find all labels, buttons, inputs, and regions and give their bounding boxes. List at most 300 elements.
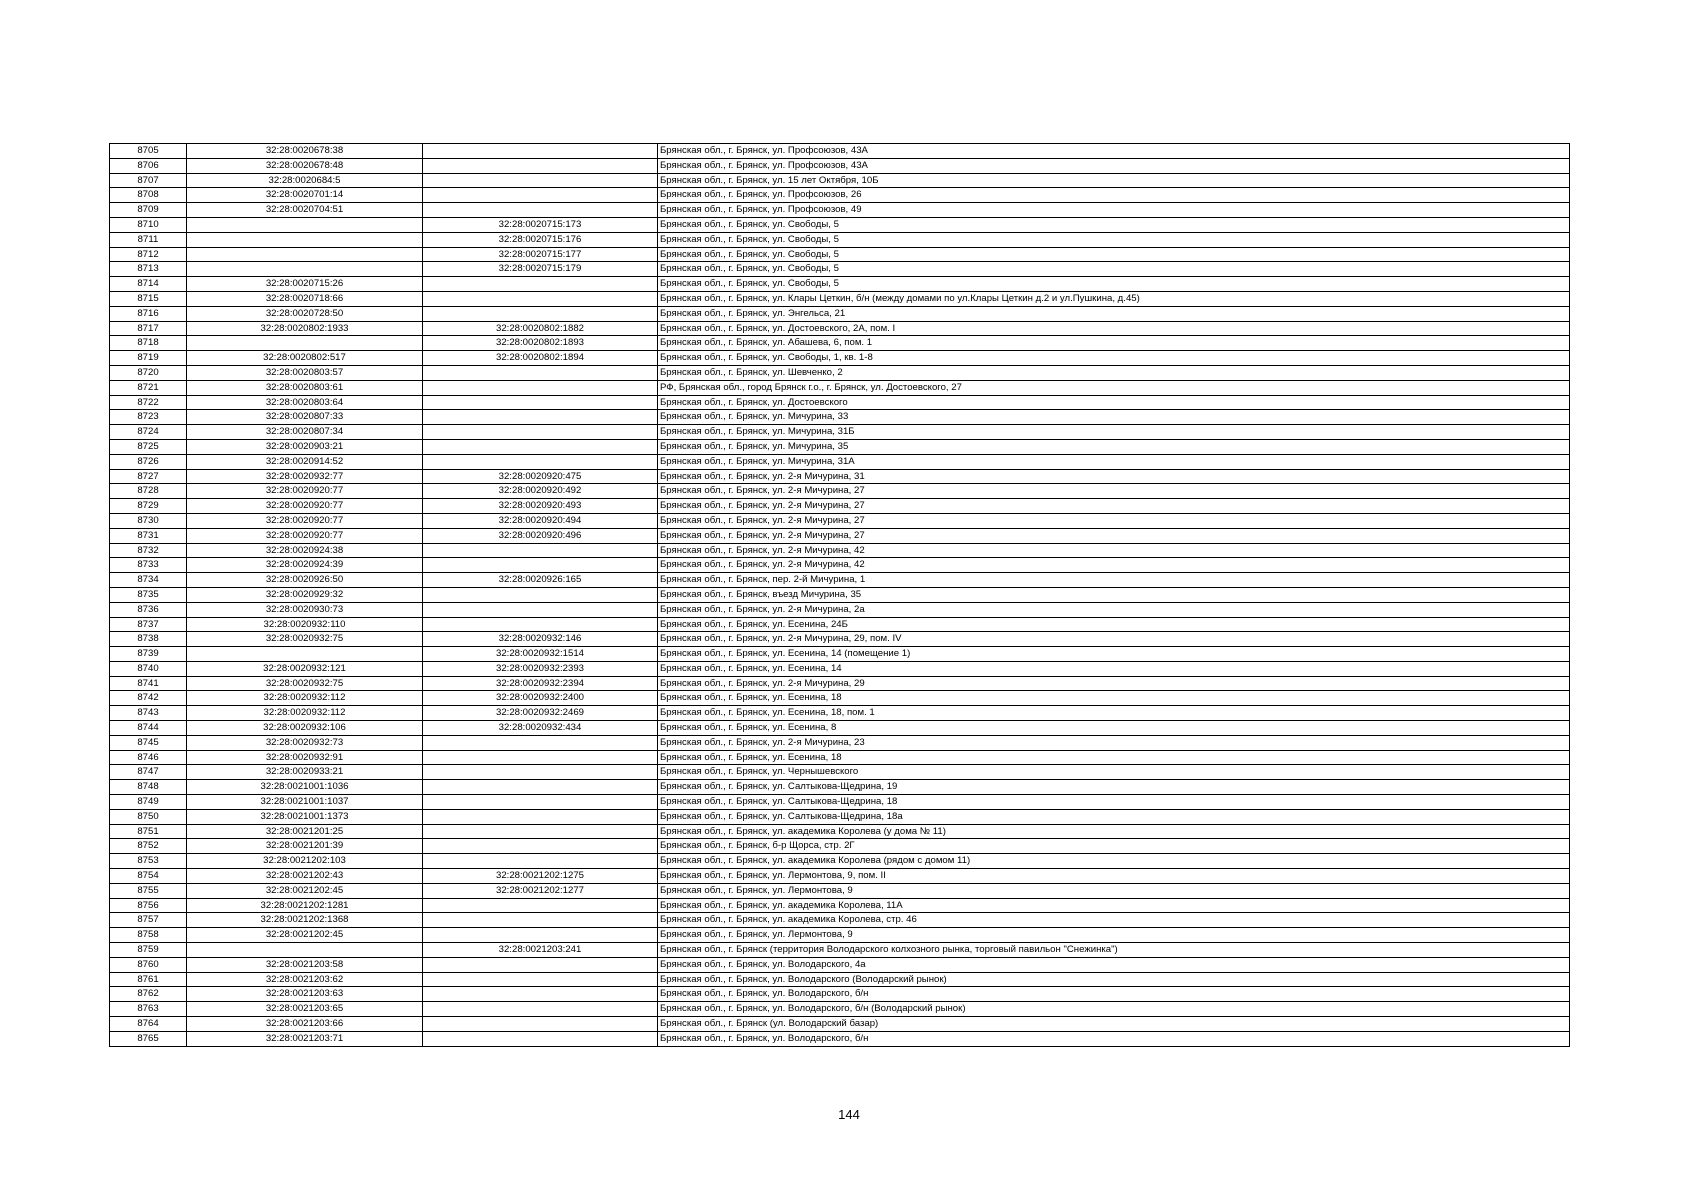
table-row	[110, 750, 1570, 765]
cadastral-number-cell	[187, 336, 423, 351]
object-cadastral-number-cell: 32:28:0020932:2469	[423, 706, 658, 721]
row-number-cell: 8715	[110, 291, 187, 306]
address-cell: Брянская обл., г. Брянск, ул. 15 лет Октября, 10Б	[658, 173, 1570, 188]
object-cadastral-number-cell	[423, 750, 658, 765]
cadastral-number-cell: 32:28:0021202:1368	[187, 913, 423, 928]
table-row	[110, 217, 1570, 232]
address-cell: Брянская обл., г. Брянск, ул. Мичурина, 33	[658, 410, 1570, 425]
table-row	[110, 247, 1570, 262]
row-number-cell: 8727	[110, 469, 187, 484]
cadastral-number-cell: 32:28:0020715:26	[187, 277, 423, 292]
table-row	[110, 987, 1570, 1002]
table-row	[110, 351, 1570, 366]
object-cadastral-number-cell	[423, 913, 658, 928]
cadastral-number-cell: 32:28:0020932:121	[187, 661, 423, 676]
address-cell: Брянская обл., г. Брянск, ул. 2-я Мичурина, 42	[658, 543, 1570, 558]
row-number-cell: 8731	[110, 528, 187, 543]
address-cell: Брянская обл., г. Брянск, ул. 2-я Мичурина, 29	[658, 676, 1570, 691]
row-number-cell: 8709	[110, 203, 187, 218]
address-cell: Брянская обл., г. Брянск, ул. 2-я Мичурина, 42	[658, 558, 1570, 573]
address-cell: Брянская обл., г. Брянск, ул. Володарского, 4а	[658, 957, 1570, 972]
table-row	[110, 883, 1570, 898]
cadastral-number-cell: 32:28:0021202:45	[187, 928, 423, 943]
row-number-cell: 8743	[110, 706, 187, 721]
address-cell: Брянская обл., г. Брянск, ул. Достоевского, 2А, пом. I	[658, 321, 1570, 336]
address-cell: Брянская обл., г. Брянск (ул. Володарский базар)	[658, 1017, 1570, 1032]
cadastral-number-cell: 32:28:0020807:34	[187, 425, 423, 440]
row-number-cell: 8733	[110, 558, 187, 573]
table-row	[110, 484, 1570, 499]
row-number-cell: 8708	[110, 188, 187, 203]
row-number-cell: 8759	[110, 943, 187, 958]
object-cadastral-number-cell	[423, 854, 658, 869]
table-row	[110, 795, 1570, 810]
row-number-cell: 8749	[110, 795, 187, 810]
address-cell: Брянская обл., г. Брянск, ул. Лермонтова, 9	[658, 928, 1570, 943]
table-row	[110, 144, 1570, 159]
object-cadastral-number-cell	[423, 987, 658, 1002]
address-cell: Брянская обл., г. Брянск, ул. академика Королева, стр. 46	[658, 913, 1570, 928]
object-cadastral-number-cell	[423, 425, 658, 440]
address-cell: Брянская обл., г. Брянск, ул. Профсоюзов, 26	[658, 188, 1570, 203]
address-cell: Брянская обл., г. Брянск, ул. Есенина, 8	[658, 721, 1570, 736]
row-number-cell: 8744	[110, 721, 187, 736]
table-row	[110, 558, 1570, 573]
address-cell: Брянская обл., г. Брянск, ул. Свободы, 1, кв. 1-8	[658, 351, 1570, 366]
cadastral-number-cell: 32:28:0021203:65	[187, 1002, 423, 1017]
row-number-cell: 8729	[110, 499, 187, 514]
object-cadastral-number-cell	[423, 602, 658, 617]
cadastral-number-cell	[187, 943, 423, 958]
cadastral-number-cell: 32:28:0021203:58	[187, 957, 423, 972]
row-number-cell: 8737	[110, 617, 187, 632]
object-cadastral-number-cell	[423, 1017, 658, 1032]
address-cell: Брянская обл., г. Брянск (территория Володарского колхозного рынка, торговый павильон "Снежинка")	[658, 943, 1570, 958]
row-number-cell: 8717	[110, 321, 187, 336]
row-number-cell: 8750	[110, 809, 187, 824]
address-cell: Брянская обл., г. Брянск, ул. Свободы, 5	[658, 277, 1570, 292]
address-cell: Брянская обл., г. Брянск, ул. академика Королева (у дома № 11)	[658, 824, 1570, 839]
cadastral-number-cell: 32:28:0020678:48	[187, 158, 423, 173]
object-cadastral-number-cell	[423, 1031, 658, 1046]
address-cell: Брянская обл., г. Брянск, ул. Профсоюзов, 43А	[658, 158, 1570, 173]
object-cadastral-number-cell: 32:28:0021203:241	[423, 943, 658, 958]
table-row	[110, 1017, 1570, 1032]
cadastral-number-cell: 32:28:0021201:39	[187, 839, 423, 854]
object-cadastral-number-cell: 32:28:0020715:173	[423, 217, 658, 232]
cadastral-number-cell: 32:28:0020932:73	[187, 735, 423, 750]
cadastral-number-cell	[187, 247, 423, 262]
table-row	[110, 291, 1570, 306]
cadastral-number-cell: 32:28:0020803:57	[187, 365, 423, 380]
cadastral-number-cell: 32:28:0020802:1933	[187, 321, 423, 336]
table-row	[110, 617, 1570, 632]
cadastral-number-cell: 32:28:0020932:77	[187, 469, 423, 484]
address-cell: Брянская обл., г. Брянск, ул. Свободы, 5	[658, 247, 1570, 262]
address-cell: Брянская обл., г. Брянск, ул. Профсоюзов, 49	[658, 203, 1570, 218]
table-row	[110, 158, 1570, 173]
table-row	[110, 928, 1570, 943]
table-row	[110, 188, 1570, 203]
cadastral-number-cell: 32:28:0020903:21	[187, 439, 423, 454]
cadastral-number-cell	[187, 232, 423, 247]
object-cadastral-number-cell	[423, 957, 658, 972]
cadastral-number-cell: 32:28:0020807:33	[187, 410, 423, 425]
row-number-cell: 8745	[110, 735, 187, 750]
cadastral-number-cell: 32:28:0020920:77	[187, 513, 423, 528]
address-cell: Брянская обл., г. Брянск, ул. Есенина, 24Б	[658, 617, 1570, 632]
address-cell: Брянская обл., г. Брянск, ул. Шевченко, 2	[658, 365, 1570, 380]
address-cell: Брянская обл., г. Брянск, въезд Мичурина, 35	[658, 587, 1570, 602]
cadastral-number-cell: 32:28:0020802:517	[187, 351, 423, 366]
cadastral-number-cell: 32:28:0020704:51	[187, 203, 423, 218]
object-cadastral-number-cell: 32:28:0020932:2400	[423, 691, 658, 706]
row-number-cell: 8756	[110, 898, 187, 913]
row-number-cell: 8722	[110, 395, 187, 410]
object-cadastral-number-cell	[423, 173, 658, 188]
cadastral-number-cell: 32:28:0020929:32	[187, 587, 423, 602]
object-cadastral-number-cell	[423, 203, 658, 218]
table-row	[110, 839, 1570, 854]
row-number-cell: 8762	[110, 987, 187, 1002]
object-cadastral-number-cell	[423, 617, 658, 632]
row-number-cell: 8757	[110, 913, 187, 928]
address-cell: Брянская обл., г. Брянск, ул. Есенина, 18	[658, 691, 1570, 706]
object-cadastral-number-cell	[423, 306, 658, 321]
table-row	[110, 587, 1570, 602]
address-cell: Брянская обл., г. Брянск, ул. Свободы, 5	[658, 232, 1570, 247]
address-cell: Брянская обл., г. Брянск, ул. академика Королева (рядом с домом 11)	[658, 854, 1570, 869]
address-cell: Брянская обл., г. Брянск, ул. Абашева, 6, пом. 1	[658, 336, 1570, 351]
object-cadastral-number-cell: 32:28:0020920:496	[423, 528, 658, 543]
row-number-cell: 8763	[110, 1002, 187, 1017]
object-cadastral-number-cell	[423, 780, 658, 795]
object-cadastral-number-cell: 32:28:0020920:494	[423, 513, 658, 528]
object-cadastral-number-cell	[423, 291, 658, 306]
table-row	[110, 735, 1570, 750]
cadastral-number-cell: 32:28:0021001:1373	[187, 809, 423, 824]
row-number-cell: 8712	[110, 247, 187, 262]
address-cell: Брянская обл., г. Брянск, ул. Мичурина, 31А	[658, 454, 1570, 469]
address-cell: Брянская обл., г. Брянск, ул. Есенина, 14 (помещение 1)	[658, 647, 1570, 662]
row-number-cell: 8723	[110, 410, 187, 425]
table-row	[110, 321, 1570, 336]
object-cadastral-number-cell	[423, 839, 658, 854]
object-cadastral-number-cell: 32:28:0020932:146	[423, 632, 658, 647]
table-row	[110, 410, 1570, 425]
cadastral-number-cell: 32:28:0020926:50	[187, 573, 423, 588]
table-row	[110, 306, 1570, 321]
row-number-cell: 8764	[110, 1017, 187, 1032]
row-number-cell: 8714	[110, 277, 187, 292]
cadastral-number-cell: 32:28:0021202:43	[187, 869, 423, 884]
cadastral-number-cell: 32:28:0020932:106	[187, 721, 423, 736]
cadastral-number-cell: 32:28:0020701:14	[187, 188, 423, 203]
row-number-cell: 8753	[110, 854, 187, 869]
row-number-cell: 8758	[110, 928, 187, 943]
table-row	[110, 632, 1570, 647]
table-row	[110, 573, 1570, 588]
object-cadastral-number-cell: 32:28:0020802:1882	[423, 321, 658, 336]
object-cadastral-number-cell	[423, 587, 658, 602]
cadastral-number-cell: 32:28:0020932:110	[187, 617, 423, 632]
object-cadastral-number-cell: 32:28:0020715:179	[423, 262, 658, 277]
cadastral-number-cell: 32:28:0021203:62	[187, 972, 423, 987]
row-number-cell: 8748	[110, 780, 187, 795]
row-number-cell: 8742	[110, 691, 187, 706]
address-cell: Брянская обл., г. Брянск, ул. 2-я Мичурина, 27	[658, 513, 1570, 528]
table-row	[110, 824, 1570, 839]
table-row	[110, 676, 1570, 691]
table-row	[110, 365, 1570, 380]
row-number-cell: 8719	[110, 351, 187, 366]
row-number-cell: 8725	[110, 439, 187, 454]
cadastral-number-cell: 32:28:0021203:63	[187, 987, 423, 1002]
cadastral-number-cell: 32:28:0020924:39	[187, 558, 423, 573]
address-cell: Брянская обл., г. Брянск, ул. Володарского, б/н	[658, 1031, 1570, 1046]
table-row	[110, 262, 1570, 277]
row-number-cell: 8732	[110, 543, 187, 558]
table-row	[110, 898, 1570, 913]
object-cadastral-number-cell: 32:28:0020715:177	[423, 247, 658, 262]
object-cadastral-number-cell: 32:28:0021202:1277	[423, 883, 658, 898]
address-cell: Брянская обл., г. Брянск, ул. Лермонтова, 9, пом. II	[658, 869, 1570, 884]
address-cell: Брянская обл., г. Брянск, ул. 2-я Мичурина, 23	[658, 735, 1570, 750]
row-number-cell: 8735	[110, 587, 187, 602]
table-row	[110, 809, 1570, 824]
address-cell: Брянская обл., г. Брянск, ул. 2-я Мичурина, 27	[658, 484, 1570, 499]
cadastral-number-cell: 32:28:0020920:77	[187, 528, 423, 543]
row-number-cell: 8738	[110, 632, 187, 647]
address-cell: Брянская обл., г. Брянск, ул. Достоевского	[658, 395, 1570, 410]
address-cell: Брянская обл., г. Брянск, ул. Мичурина, 35	[658, 439, 1570, 454]
object-cadastral-number-cell	[423, 824, 658, 839]
cadastral-number-cell: 32:28:0020914:52	[187, 454, 423, 469]
cadastral-number-cell: 32:28:0020803:64	[187, 395, 423, 410]
row-number-cell: 8734	[110, 573, 187, 588]
row-number-cell: 8741	[110, 676, 187, 691]
address-cell: Брянская обл., г. Брянск, ул. 2-я Мичурина, 29, пом. IV	[658, 632, 1570, 647]
address-cell: Брянская обл., г. Брянск, ул. Энгельса, 21	[658, 306, 1570, 321]
address-cell: Брянская обл., г. Брянск, ул. Есенина, 18	[658, 750, 1570, 765]
table-row	[110, 780, 1570, 795]
table-row	[110, 469, 1570, 484]
table-row	[110, 602, 1570, 617]
cadastral-number-cell: 32:28:0020803:61	[187, 380, 423, 395]
object-cadastral-number-cell: 32:28:0021202:1275	[423, 869, 658, 884]
address-cell: Брянская обл., г. Брянск, ул. Профсоюзов, 43А	[658, 144, 1570, 159]
cadastral-number-cell	[187, 262, 423, 277]
object-cadastral-number-cell: 32:28:0020932:2393	[423, 661, 658, 676]
table-row	[110, 425, 1570, 440]
object-cadastral-number-cell	[423, 765, 658, 780]
object-cadastral-number-cell	[423, 558, 658, 573]
cadastral-number-cell: 32:28:0020924:38	[187, 543, 423, 558]
cadastral-number-cell: 32:28:0021201:25	[187, 824, 423, 839]
object-cadastral-number-cell	[423, 898, 658, 913]
row-number-cell: 8710	[110, 217, 187, 232]
row-number-cell: 8724	[110, 425, 187, 440]
object-cadastral-number-cell: 32:28:0020926:165	[423, 573, 658, 588]
object-cadastral-number-cell	[423, 795, 658, 810]
address-cell: Брянская обл., г. Брянск, ул. Есенина, 14	[658, 661, 1570, 676]
cadastral-number-cell: 32:28:0021202:103	[187, 854, 423, 869]
address-cell: Брянская обл., г. Брянск, ул. Свободы, 5	[658, 262, 1570, 277]
table-row	[110, 499, 1570, 514]
row-number-cell: 8705	[110, 144, 187, 159]
address-cell: Брянская обл., г. Брянск, ул. 2-я Мичурина, 27	[658, 499, 1570, 514]
table-row	[110, 173, 1570, 188]
object-cadastral-number-cell: 32:28:0020802:1893	[423, 336, 658, 351]
table-row	[110, 869, 1570, 884]
table-row	[110, 439, 1570, 454]
cadastral-number-cell: 32:28:0020932:75	[187, 632, 423, 647]
address-cell: Брянская обл., г. Брянск, ул. Володарского (Володарский рынок)	[658, 972, 1570, 987]
address-cell: Брянская обл., г. Брянск, ул. Клары Цеткин, б/н (между домами по ул.Клары Цеткин д.2 и ул.Пушкина, д.45)	[658, 291, 1570, 306]
table-row	[110, 1031, 1570, 1046]
table-row	[110, 972, 1570, 987]
object-cadastral-number-cell: 32:28:0020715:176	[423, 232, 658, 247]
object-cadastral-number-cell	[423, 188, 658, 203]
address-cell: Брянская обл., г. Брянск, ул. 2-я Мичурина, 31	[658, 469, 1570, 484]
cadastral-number-cell: 32:28:0020684:5	[187, 173, 423, 188]
row-number-cell: 8706	[110, 158, 187, 173]
cadastral-number-cell: 32:28:0020728:50	[187, 306, 423, 321]
object-cadastral-number-cell	[423, 395, 658, 410]
object-cadastral-number-cell	[423, 1002, 658, 1017]
address-cell: Брянская обл., г. Брянск, ул. 2-я Мичурина, 27	[658, 528, 1570, 543]
address-cell: Брянская обл., г. Брянск, ул. Лермонтова, 9	[658, 883, 1570, 898]
object-cadastral-number-cell: 32:28:0020920:492	[423, 484, 658, 499]
table-row	[110, 336, 1570, 351]
row-number-cell: 8707	[110, 173, 187, 188]
table-row	[110, 277, 1570, 292]
address-cell: Брянская обл., г. Брянск, ул. Володарского, б/н (Володарский рынок)	[658, 1002, 1570, 1017]
cadastral-number-cell: 32:28:0020930:73	[187, 602, 423, 617]
row-number-cell: 8713	[110, 262, 187, 277]
address-cell: Брянская обл., г. Брянск, ул. академика Королева, 11А	[658, 898, 1570, 913]
table-row	[110, 647, 1570, 662]
cadastral-number-cell	[187, 217, 423, 232]
object-cadastral-number-cell	[423, 144, 658, 159]
row-number-cell: 8739	[110, 647, 187, 662]
table-row	[110, 854, 1570, 869]
table-row	[110, 691, 1570, 706]
object-cadastral-number-cell	[423, 972, 658, 987]
address-cell: Брянская обл., г. Брянск, ул. Володарского, б/н	[658, 987, 1570, 1002]
cadastral-number-cell: 32:28:0020678:38	[187, 144, 423, 159]
cadastral-number-cell: 32:28:0020920:77	[187, 499, 423, 514]
row-number-cell: 8746	[110, 750, 187, 765]
cadastral-number-cell: 32:28:0020718:66	[187, 291, 423, 306]
table-row	[110, 380, 1570, 395]
row-number-cell: 8736	[110, 602, 187, 617]
cadastral-number-cell: 32:28:0021202:1281	[187, 898, 423, 913]
row-number-cell: 8720	[110, 365, 187, 380]
row-number-cell: 8754	[110, 869, 187, 884]
page-number: 144	[838, 1107, 860, 1122]
table-row	[110, 454, 1570, 469]
row-number-cell: 8752	[110, 839, 187, 854]
object-cadastral-number-cell: 32:28:0020920:475	[423, 469, 658, 484]
row-number-cell: 8747	[110, 765, 187, 780]
row-number-cell: 8718	[110, 336, 187, 351]
cadastral-number-cell: 32:28:0021203:66	[187, 1017, 423, 1032]
cadastral-number-cell	[187, 647, 423, 662]
row-number-cell: 8728	[110, 484, 187, 499]
cadastral-number-cell: 32:28:0020932:112	[187, 706, 423, 721]
cadastral-number-cell: 32:28:0021001:1036	[187, 780, 423, 795]
table-row	[110, 913, 1570, 928]
address-cell: Брянская обл., г. Брянск, ул. Салтыкова-Щедрина, 18а	[658, 809, 1570, 824]
cadastral-number-cell: 32:28:0020932:91	[187, 750, 423, 765]
object-cadastral-number-cell	[423, 158, 658, 173]
table-row	[110, 1002, 1570, 1017]
object-cadastral-number-cell	[423, 380, 658, 395]
object-cadastral-number-cell: 32:28:0020932:1514	[423, 647, 658, 662]
registry-table-body	[110, 144, 1570, 1047]
cadastral-number-cell: 32:28:0021203:71	[187, 1031, 423, 1046]
object-cadastral-number-cell	[423, 454, 658, 469]
row-number-cell: 8740	[110, 661, 187, 676]
object-cadastral-number-cell	[423, 809, 658, 824]
object-cadastral-number-cell	[423, 439, 658, 454]
address-cell: Брянская обл., г. Брянск, ул. Салтыкова-Щедрина, 18	[658, 795, 1570, 810]
cadastral-number-cell: 32:28:0021001:1037	[187, 795, 423, 810]
row-number-cell: 8721	[110, 380, 187, 395]
cadastral-number-cell: 32:28:0020932:112	[187, 691, 423, 706]
object-cadastral-number-cell	[423, 928, 658, 943]
cadastral-number-cell: 32:28:0020920:77	[187, 484, 423, 499]
table-row	[110, 765, 1570, 780]
row-number-cell: 8760	[110, 957, 187, 972]
row-number-cell: 8761	[110, 972, 187, 987]
table-row	[110, 513, 1570, 528]
address-cell: РФ, Брянская обл., город Брянск г.о., г. Брянск, ул. Достоевского, 27	[658, 380, 1570, 395]
table-row	[110, 395, 1570, 410]
object-cadastral-number-cell	[423, 365, 658, 380]
table-row	[110, 528, 1570, 543]
table-row	[110, 943, 1570, 958]
object-cadastral-number-cell	[423, 277, 658, 292]
table-row	[110, 232, 1570, 247]
object-cadastral-number-cell: 32:28:0020802:1894	[423, 351, 658, 366]
address-cell: Брянская обл., г. Брянск, ул. Салтыкова-Щедрина, 19	[658, 780, 1570, 795]
property-registry-table	[109, 143, 1570, 1047]
table-row	[110, 706, 1570, 721]
address-cell: Брянская обл., г. Брянск, пер. 2-й Мичурина, 1	[658, 573, 1570, 588]
object-cadastral-number-cell: 32:28:0020920:493	[423, 499, 658, 514]
address-cell: Брянская обл., г. Брянск, ул. Мичурина, 31Б	[658, 425, 1570, 440]
object-cadastral-number-cell	[423, 410, 658, 425]
table-row	[110, 203, 1570, 218]
table-row	[110, 543, 1570, 558]
table-row	[110, 721, 1570, 736]
table-row	[110, 957, 1570, 972]
row-number-cell: 8716	[110, 306, 187, 321]
row-number-cell: 8726	[110, 454, 187, 469]
cadastral-number-cell: 32:28:0020932:75	[187, 676, 423, 691]
address-cell: Брянская обл., г. Брянск, ул. Свободы, 5	[658, 217, 1570, 232]
table-row	[110, 661, 1570, 676]
cadastral-number-cell: 32:28:0021202:45	[187, 883, 423, 898]
row-number-cell: 8751	[110, 824, 187, 839]
object-cadastral-number-cell: 32:28:0020932:434	[423, 721, 658, 736]
object-cadastral-number-cell: 32:28:0020932:2394	[423, 676, 658, 691]
row-number-cell: 8765	[110, 1031, 187, 1046]
cadastral-number-cell: 32:28:0020933:21	[187, 765, 423, 780]
row-number-cell: 8755	[110, 883, 187, 898]
